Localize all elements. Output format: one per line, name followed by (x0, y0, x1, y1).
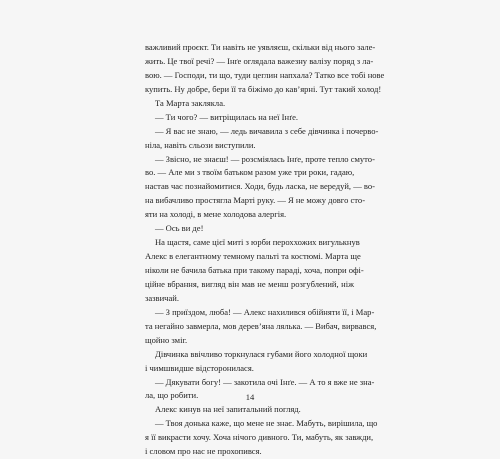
text-line: На щастя, саме цієї миті з юрби пероххожих вигулькнув (155, 237, 360, 248)
text-line: купить. Ну добре, бери її та біжімо до кав’ярні. Тут такий холод! (145, 83, 382, 94)
text-line: вою. — Господи, ти що, туди цеглин напхала? Татко все тобі нове (145, 69, 385, 80)
text-line: і словом про нас не прохопився. (145, 446, 262, 457)
text-line: — З приїздом, люба! — Алекс нахилився обійняти її, і Мар- (155, 306, 375, 317)
text-line: — Твоя донька каже, що мене не знає. Мабуть, вирішила, що (155, 418, 378, 429)
text-line: жить. Це твої речі? — Інґе оглядала важезну валізу поряд з ла- (145, 55, 374, 66)
text-line: Та Марта закляклa. (155, 97, 226, 108)
text-line: та негайно завмерла, мов дерев’яна лялька. — Вибач, вирвався, (145, 320, 377, 331)
text-line: — Звісно, не знаєш! — розсміялась Інґе, проте тепло смуто- (155, 153, 375, 164)
text-line: важливий проєкт. Ти навіть не уявляєш, скільки від нього зале- (145, 42, 376, 52)
text-line: — Ти чого? — витріщилась на неї Інґе. (155, 111, 299, 122)
text-line: Алекс кинув на неї запитальний погляд. (155, 404, 301, 415)
text-line: ційне вбрання, вигляд він мав не менш розгублений, ніж (145, 278, 354, 289)
text-line: я її викрасти хочу. Хоча нічого дивного. Ти, мабуть, як завжди, (145, 432, 374, 443)
text-line: Дівчинка ввічливо торкнулася губами його холодної щоки (155, 348, 368, 359)
text-line: щойно зміг. (145, 334, 188, 345)
text-line: зазвичай. (145, 292, 179, 303)
text-line: і чимшвидше відсторонилася. (145, 362, 254, 373)
text-line: ла, що робити. (145, 390, 199, 401)
text-line: Алекс в елегантному темному пальті та костюмі. Марта ще (145, 251, 361, 262)
text-line: — Я вас не знаю, — ледь вичавила з себе дівчинка і почерво- (155, 125, 379, 136)
text-line: ніколи не бачила батька при такому параді, хоча, попри офі- (145, 265, 364, 275)
text-line: на вибачливо простягла Марті руку. — Я не можу довго сто- (145, 195, 366, 206)
text-line: яти на холоді, в мене холодова алергія. (145, 209, 287, 220)
text-line: — Ось ви де! (155, 223, 204, 234)
text-line: настав час познайомитися. Ходи, будь ласка, не вередуй, — во- (145, 181, 375, 192)
text-line: — Дякувати богу! — закотила очі Інґе. — А то я вже не зна- (155, 376, 375, 387)
page-number: 14 (245, 392, 255, 402)
text-line: во. — Але ми з твоїм батьком разом уже три роки, гадаю, (145, 167, 355, 178)
text-line: ніла, навіть сльози виступили. (145, 139, 256, 150)
